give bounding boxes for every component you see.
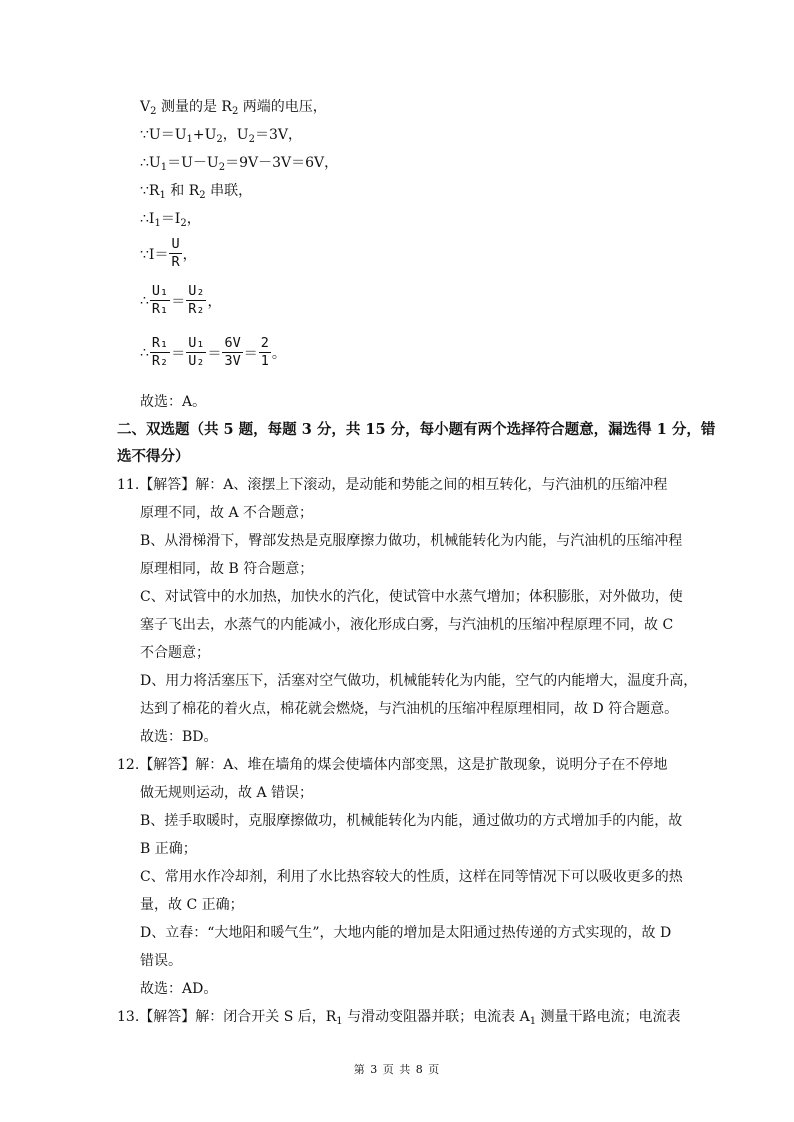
question-12-line: 量，故 C 正确； [140, 897, 244, 913]
solution-line: $\therefore I_1=I_2$， [140, 211, 201, 229]
question-12-line: 12.【解答】解：A、堆在墙角的煤会使墙体内部变黑，这是扩散现象，说明分子在不停地 [117, 757, 668, 773]
question-11-line: 不合题意； [140, 645, 210, 661]
question-11-line: 原理不同，故 A 不合题意； [140, 505, 314, 521]
question-12-line: 做无规则运动，故 A 错误； [140, 785, 314, 801]
fraction: $\frac{\text{U₂}}{\text{R₂}}$ [188, 283, 205, 317]
fraction: $\frac{\text{U₁}}{\text{U₂}}$ [188, 335, 205, 369]
question-12-line: 错误。 [140, 953, 182, 969]
ratio-formula: ∴ $\frac{\text{U₁}}{\text{R₁}}$ ＝ $\frac{\text{U₂}}{\text{R₂}}$ ， [140, 283, 222, 317]
resistance-ratio-formula: ∴ $\frac{\text{R₁}}{\text{R₂}}$ ＝ $\frac{\text{U₁}}{\text{U₂}}$ ＝ $\frac{6V}{3V}$ ＝ $\frac{2}{1}$ 。 [140, 335, 286, 369]
question-11-line: 原理相同，故 B 符合题意； [140, 561, 314, 577]
question-12-line: C、常用水作冷却剂，利用了水比热容较大的性质，这样在同等情况下可以吸收更多的热 [140, 869, 683, 885]
fraction: $\frac{2}{1}$ [260, 335, 269, 369]
section-heading: 选不得分） [117, 448, 190, 465]
solution-line: $\because R_1$ 和 $R_2$ 串联， [140, 183, 253, 201]
answer-line: 故选：A。 [140, 394, 207, 410]
question-11-line: 达到了棉花的着火点，棉花就会燃烧，与汽油机的压缩冲程原理相同，故 D 符合题意。 [140, 701, 679, 717]
page-footer: 第 3 页 共 8 页 [353, 1063, 441, 1076]
fraction: $\frac{U}{R}$ [171, 236, 180, 270]
answer-line: 故选：BD。 [140, 729, 218, 745]
answer-line: 故选：AD。 [140, 981, 218, 997]
fraction: $\frac{6V}{3V}$ [224, 335, 241, 369]
fraction: $\frac{\text{R₁}}{\text{R₂}}$ [151, 335, 169, 369]
ohms-law-formula: ∵I＝ $\frac{U}{R}$ ， [140, 236, 197, 270]
question-12-line: B、搓手取暖时，克服摩擦做功，机械能转化为内能，通过做功的方式增加手的内能，故 [140, 813, 683, 829]
question-11-line: B、从滑梯滑下，臀部发热是克服摩擦力做功，机械能转化为内能，与汽油机的压缩冲程 [140, 533, 683, 549]
solution-line: $\because U=U_1+U_2$，$U_2=3V$， [140, 127, 303, 145]
question-11-line: D、用力将活塞压下，活塞对空气做功，机械能转化为内能，空气的内能增大，温度升高， [140, 673, 698, 689]
solution-line: $\therefore U_1=U-U_2=9V-3V=6V$， [140, 155, 339, 173]
question-11-line: 11.【解答】解：A、滚摆上下滚动，是动能和势能之间的相互转化，与汽油机的压缩冲程 [117, 477, 668, 493]
section-heading: 二、双选题（共 5 题，每题 3 分，共 15 分，每小题有两个选择符合题意，漏选得 1 分，错 [117, 421, 716, 438]
fraction: $\frac{\text{U₁}}{\text{R₁}}$ [151, 283, 169, 317]
solution-line: $V_2$ 测量的是 $R_2$ 两端的电压， [140, 99, 327, 117]
question-12-line: D、立春：“大地阳和暖气生”，大地内能的增加是太阳通过热传递的方式实现的，故 D [140, 925, 672, 941]
question-12-line: B 正确； [140, 841, 197, 857]
question-13-line: 13.【解答】解：闭合开关 S 后，$R_1$ 与滑动变阻器并联；电流表 $A_1$ 测量干路电流；电流表 [117, 1009, 681, 1027]
question-11-line: C、对试管中的水加热，加快水的汽化，使试管中水蒸气增加；体积膨胀，对外做功，使 [140, 589, 683, 605]
question-11-line: 塞子飞出去，水蒸气的内能减小，液化形成白雾，与汽油机的压缩冲程原理不同，故 C [140, 617, 674, 633]
